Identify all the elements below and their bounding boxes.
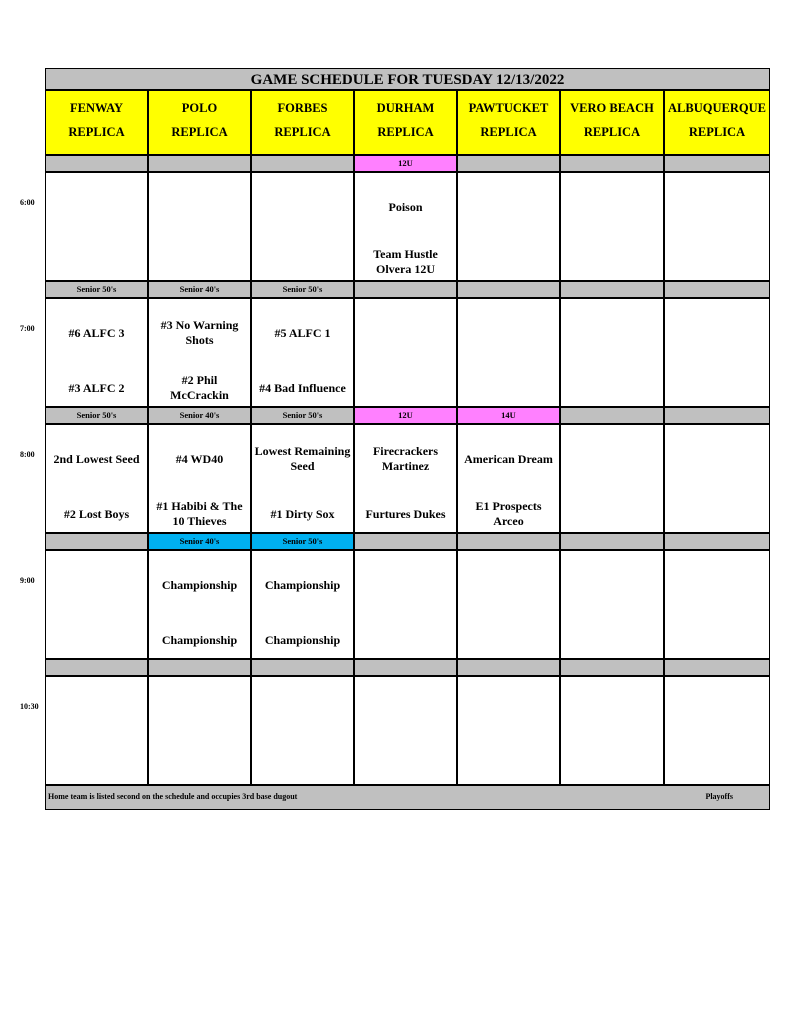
time-label: 7:00 [20, 324, 35, 333]
home-team-note: Home team is listed second on the schedule and occupies 3rd base dugout [48, 792, 298, 801]
division-band [45, 155, 148, 172]
field-header-fenway [45, 90, 148, 155]
field-header-durham [354, 90, 457, 155]
game-cell [457, 550, 560, 659]
division-band [560, 407, 664, 424]
field-name: PAWTUCKET [468, 101, 549, 115]
home-team: E1 Prospects Arceo [475, 499, 542, 528]
field-name: FENWAY [69, 101, 124, 115]
division-band [560, 533, 664, 550]
division-band [457, 533, 560, 550]
game-cell [457, 172, 560, 281]
division-band [457, 281, 560, 298]
field-header-pawtucket [457, 90, 560, 155]
division-band [45, 533, 148, 550]
field-name: POLO [181, 101, 218, 115]
away-team: #6 ALFC 3 [68, 326, 125, 340]
division-band [354, 533, 457, 550]
away-team: 2nd Lowest Seed [53, 452, 140, 466]
game-cell [148, 298, 251, 407]
home-team: #2 Lost Boys [63, 507, 130, 521]
division-label: Senior 40's [148, 281, 251, 298]
game-cell [251, 550, 354, 659]
division-band [664, 659, 770, 676]
schedule-title: GAME SCHEDULE FOR TUESDAY 12/13/2022 [250, 72, 565, 88]
away-team: Lowest Remaining Seed [254, 444, 351, 473]
game-cell [354, 172, 457, 281]
game-cell [664, 676, 770, 785]
division-band [354, 659, 457, 676]
game-cell [148, 424, 251, 533]
division-label: Senior 50's [251, 407, 354, 424]
division-band [457, 155, 560, 172]
division-band [664, 281, 770, 298]
game-cell [251, 676, 354, 785]
field-subtitle: REPLICA [480, 125, 537, 139]
home-team: #1 Dirty Sox [270, 507, 335, 521]
division-label: 12U [354, 155, 457, 172]
field-header-albuquerque [664, 90, 770, 155]
game-cell [664, 424, 770, 533]
away-team: Firecrackers Martinez [372, 444, 439, 473]
game-cell [148, 676, 251, 785]
division-label: Senior 40's [148, 407, 251, 424]
division-label: Senior 50's [45, 407, 148, 424]
game-cell [354, 550, 457, 659]
away-team: American Dream [464, 452, 553, 466]
home-team: #3 ALFC 2 [68, 381, 125, 395]
division-band [354, 281, 457, 298]
field-name: FORBES [277, 101, 328, 115]
game-cell [251, 298, 354, 407]
playoffs-label: Playoffs [705, 792, 733, 801]
away-team: Poison [388, 200, 423, 214]
game-cell [457, 298, 560, 407]
game-cell [45, 424, 148, 533]
game-cell [664, 298, 770, 407]
division-band [560, 659, 664, 676]
game-cell [457, 676, 560, 785]
division-band [148, 155, 251, 172]
away-team: Championship [264, 578, 341, 592]
game-cell [45, 172, 148, 281]
home-team: Team Hustle Olvera 12U [373, 247, 438, 276]
home-team: Championship [161, 633, 238, 647]
division-band [664, 533, 770, 550]
home-team: #2 Phil McCrackin [170, 373, 229, 402]
field-subtitle: REPLICA [68, 125, 125, 139]
division-band [560, 281, 664, 298]
home-team: Furtures Dukes [365, 507, 446, 521]
home-team: Championship [264, 633, 341, 647]
game-cell [45, 676, 148, 785]
game-cell [148, 172, 251, 281]
game-cell [251, 172, 354, 281]
game-cell [457, 424, 560, 533]
game-cell [251, 424, 354, 533]
division-band [457, 659, 560, 676]
division-band [664, 155, 770, 172]
division-band [251, 155, 354, 172]
division-band [148, 659, 251, 676]
game-cell [354, 676, 457, 785]
division-label: Senior 50's [251, 533, 354, 550]
field-name: DURHAM [376, 101, 435, 115]
division-band [251, 659, 354, 676]
field-header-forbes [251, 90, 354, 155]
game-cell [45, 550, 148, 659]
division-band [45, 659, 148, 676]
home-team: #4 Bad Influence [259, 381, 346, 395]
field-name: VERO BEACH [570, 101, 654, 115]
game-cell [664, 172, 770, 281]
field-subtitle: REPLICA [171, 125, 228, 139]
schedule-sheet [45, 68, 770, 810]
away-team: Championship [161, 578, 238, 592]
division-label: Senior 50's [251, 281, 354, 298]
division-label: Senior 50's [45, 281, 148, 298]
division-band [560, 155, 664, 172]
game-cell [560, 550, 664, 659]
field-subtitle: REPLICA [377, 125, 434, 139]
game-cell [354, 298, 457, 407]
division-band [664, 407, 770, 424]
time-label: 10:30 [20, 702, 39, 711]
division-label: 14U [457, 407, 560, 424]
time-label: 6:00 [20, 198, 35, 207]
game-cell [354, 424, 457, 533]
game-cell [664, 550, 770, 659]
field-subtitle: REPLICA [688, 125, 746, 139]
field-name: ALBUQUERQUE [668, 101, 766, 115]
division-label: Senior 40's [148, 533, 251, 550]
away-team: #5 ALFC 1 [274, 326, 331, 340]
game-cell [148, 550, 251, 659]
away-team: #3 No Warning Shots [160, 318, 239, 347]
field-subtitle: REPLICA [583, 125, 641, 139]
game-cell [560, 172, 664, 281]
game-cell [560, 298, 664, 407]
time-label: 9:00 [20, 576, 35, 585]
field-header-vero-beach [560, 90, 664, 155]
division-label: 12U [354, 407, 457, 424]
game-cell [560, 424, 664, 533]
home-team: #1 Habibi & The 10 Thieves [156, 499, 243, 528]
schedule-footer [45, 785, 770, 810]
game-cell [45, 298, 148, 407]
schedule-title-bar [45, 68, 770, 90]
field-subtitle: REPLICA [274, 125, 331, 139]
away-team: #4 WD40 [175, 452, 224, 466]
game-cell [560, 676, 664, 785]
time-label: 8:00 [20, 450, 35, 459]
field-header-polo [148, 90, 251, 155]
